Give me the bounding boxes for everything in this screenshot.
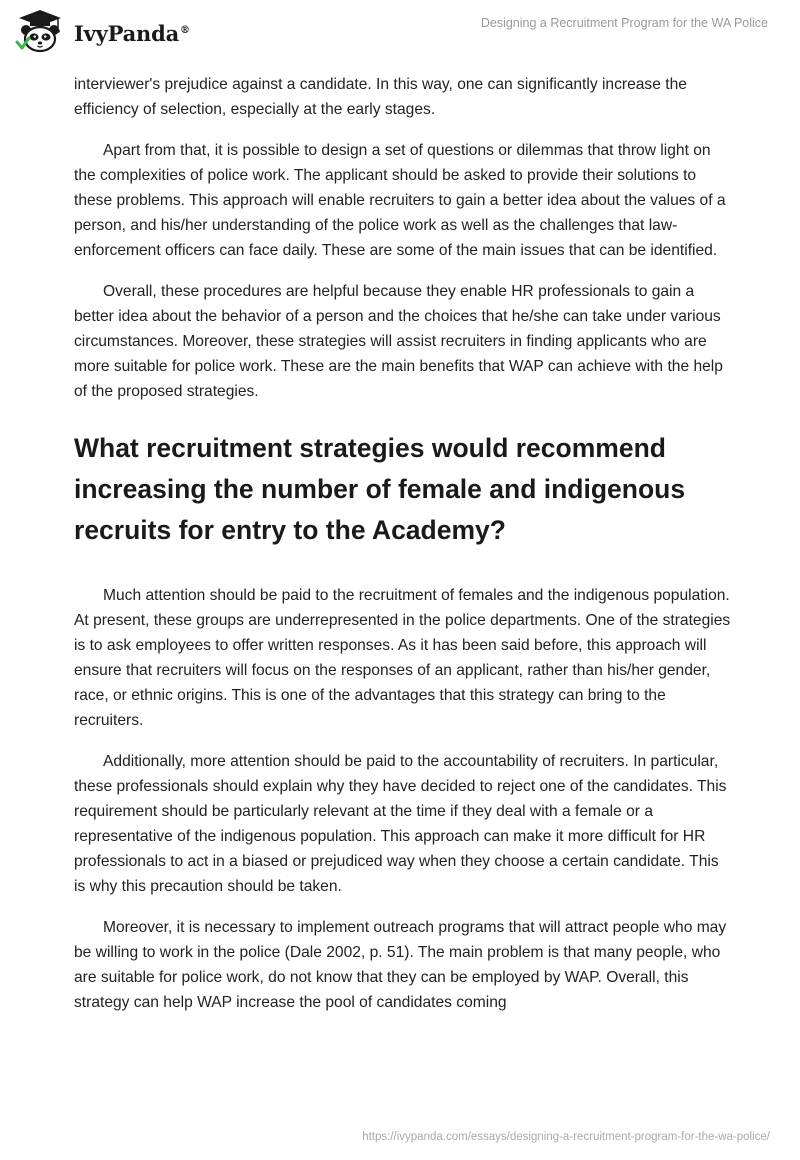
section-heading: What recruitment strategies would recommend increasing the number of female and indigenous recruits for entry to the Academy? <box>74 433 686 545</box>
paragraph-5: Additionally, more attention should be paid to the accountability of recruiters. In particular, these professionals should explain why they have decided to reject one of the candidates. This requirement should be particularly relevant at the time if they deal with a female or a representative of the indigenous population. This approach can make it more difficult for HR professionals to act in a biased or prejudiced way when they choose a certain candidate. This is why this precaution should be taken. <box>74 753 727 895</box>
source-url[interactable]: https://ivypanda.com/essays/designing-a-recruitment-program-for-the-wa-police/ <box>362 1131 770 1143</box>
essay-content <box>74 72 734 1031</box>
ivypanda-logo-link[interactable] <box>14 8 190 54</box>
paragraph-1: interviewer's prejudice against a candidate. In this way, one can significantly increase the efficiency of selection, especially at the early stages. <box>74 76 687 118</box>
registered-mark: ® <box>180 24 190 36</box>
paragraph-6: Moreover, it is necessary to implement outreach programs that will attract people who may be willing to work in the police (Dale 2002, p. 51). The main problem is that many people, who are suitable for police work, do not know that they can be employed by WAP. Overall, this strategy can help WAP increase the pool of candidates coming <box>74 919 727 1011</box>
paragraph-4: Much attention should be paid to the recruitment of females and the indigenous population. At present, these groups are underrepresented in the police departments. One of the strategies is to ask employees to offer written responses. As it has been said before, this approach will ensure that recruiters will focus on the responses of an applicant, rather than his/her gender, race, or ethnic origins. This is one of the advantages that this strategy can bring to the recruiters. <box>74 587 731 729</box>
panda-graduate-icon <box>14 8 66 54</box>
logo-text: IvyPanda® <box>74 20 190 46</box>
paragraph-2: Apart from that, it is possible to design a set of questions or dilemmas that throw light on the complexities of police work. The applicant should be asked to provide their solutions to these problems. This approach will enable recruiters to gain a better idea about the values of a person, and his/her understanding of the police work as well as the challenges that law-enforcement officers can face daily. These are some of the main issues that can be identified. <box>74 142 726 259</box>
document-title: Designing a Recruitment Program for the WA Police <box>480 16 768 30</box>
paragraph-3: Overall, these procedures are helpful because they enable HR professionals to gain a better idea about the behavior of a person and the choices that he/she can take under various circumstances. Moreover, these strategies will assist recruiters in finding applicants who are more suitable for police work. These are the main benefits that WAP can achieve with the help of the proposed strategies. <box>74 283 723 400</box>
page-header <box>0 0 800 70</box>
